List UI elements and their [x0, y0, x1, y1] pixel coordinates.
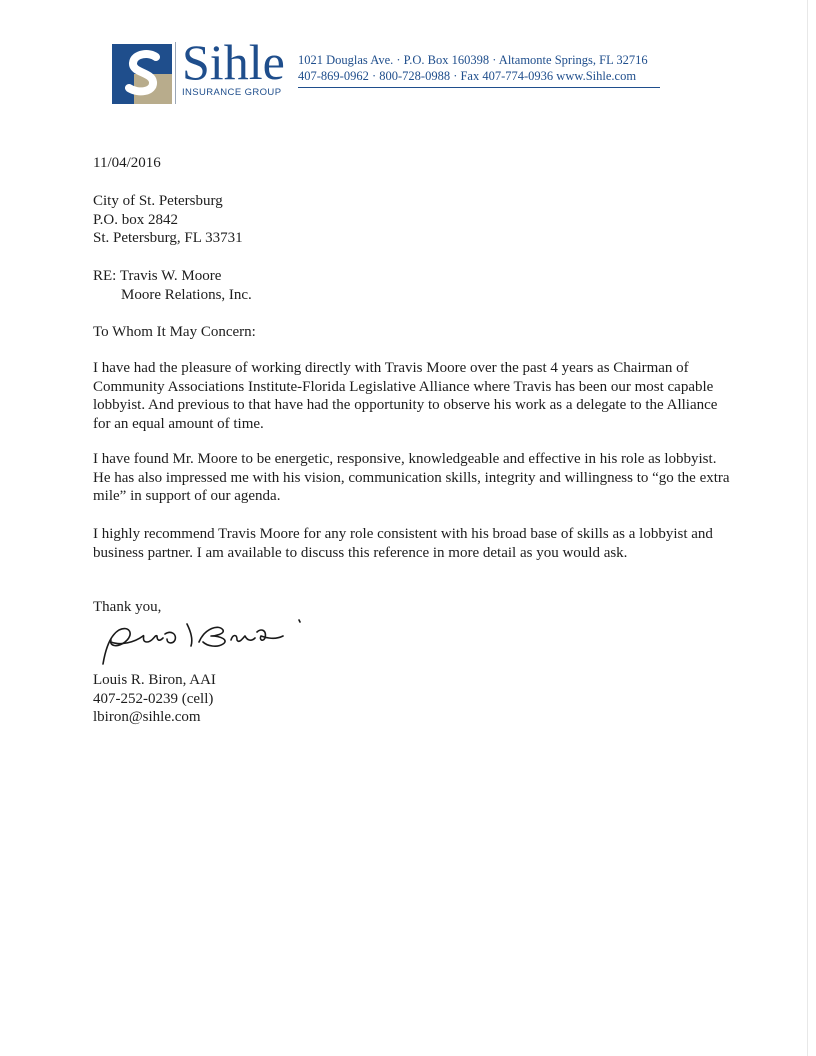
- logo-wordmark: [176, 34, 296, 106]
- closing: Thank you,: [93, 599, 162, 615]
- re-subject: RE: Travis W. Moore: [93, 268, 222, 284]
- letterhead-address: 1021 Douglas Ave. · P.O. Box 160398 · Altamonte Springs, FL 32716: [298, 53, 648, 67]
- company-name: Sihle: [182, 34, 285, 90]
- body-paragraph: I highly recommend Travis Moore for any role consistent with his broad base of skills as a lobbyist and business partner. I am available to discuss this reference in more detail as you would ask.: [93, 526, 713, 561]
- salutation: To Whom It May Concern:: [93, 324, 256, 340]
- sihle-logo-icon: [112, 44, 172, 104]
- signer-email: lbiron@sihle.com: [93, 709, 201, 726]
- recipient-line: P.O. box 2842: [93, 211, 179, 228]
- letter-date: 11/04/2016: [93, 155, 161, 171]
- letterhead: [112, 34, 692, 110]
- signer-phone: 407-252-0239 (cell): [93, 690, 214, 707]
- letterhead-rule: [298, 87, 660, 88]
- scan-edge-line: [807, 0, 808, 1056]
- re-company: Moore Relations, Inc.: [121, 286, 252, 303]
- re-block: [93, 267, 733, 304]
- recipient-address: [93, 192, 733, 248]
- handwritten-signature: [95, 612, 375, 670]
- letterhead-contact: [298, 52, 698, 88]
- signer-name: Louis R. Biron, AAI: [93, 672, 216, 688]
- company-tagline: INSURANCE GROUP: [182, 87, 282, 98]
- letterhead-phones: 407-869-0962 · 800-728-0988 · Fax 407-774-0936 www.Sihle.com: [298, 69, 637, 83]
- body-paragraph: I have had the pleasure of working directly with Travis Moore over the past 4 years as Chairman of Community Associations Institute-Florida Legislative Alliance where Travis has been our most capable lobbyist. And previous to that have had the opportunity to observe his work as a delegate to the Alliance for an equal amount of time.: [93, 360, 718, 432]
- signature-block: [93, 671, 733, 727]
- recipient-line: St. Petersburg, FL 33731: [93, 230, 243, 247]
- body-paragraph: I have found Mr. Moore to be energetic, responsive, knowledgeable and effective in his role as lobbyist. He has also impressed me with his vision, communication skills, integrity and willingness to “go the extra mile” in support of our agenda.: [93, 451, 730, 505]
- recipient-line: City of St. Petersburg: [93, 193, 223, 209]
